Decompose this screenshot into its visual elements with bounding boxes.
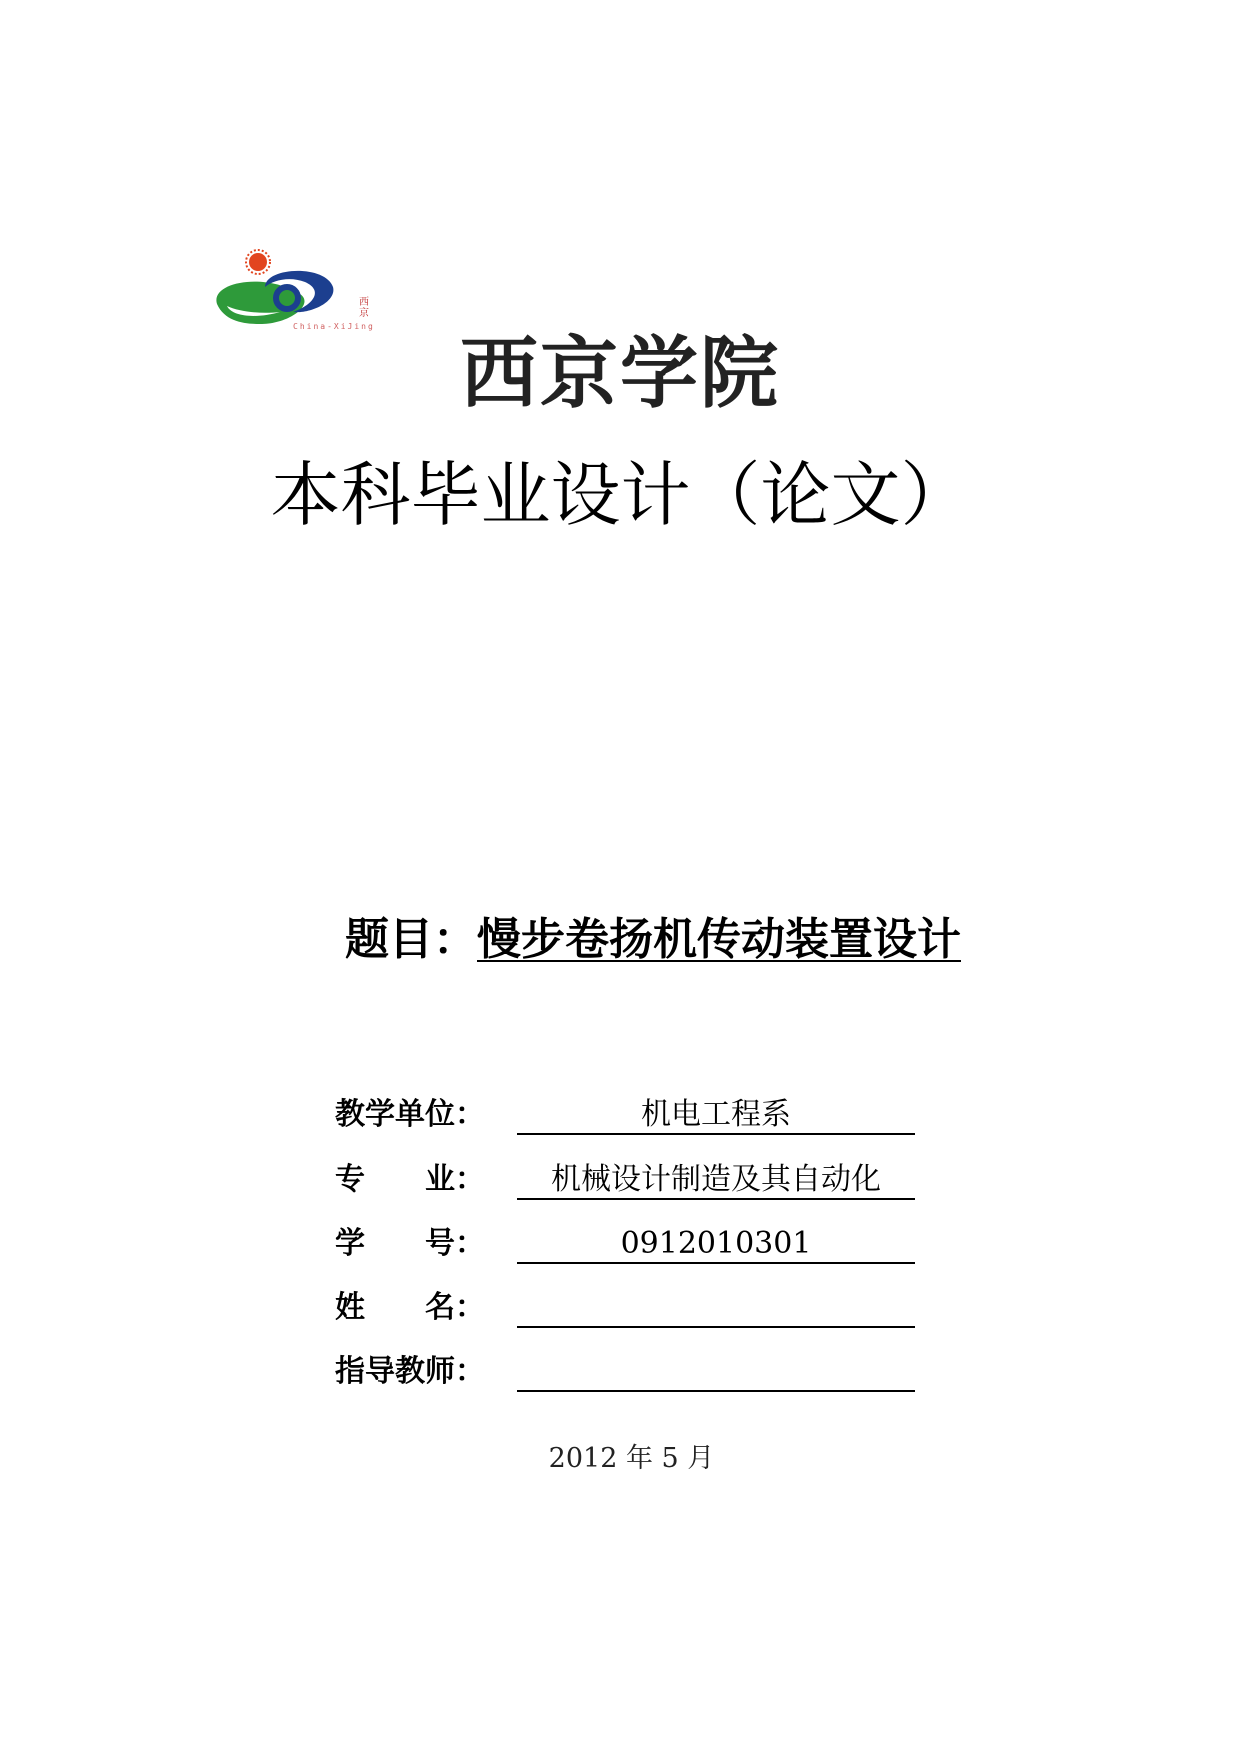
- school-name-calligraphy: 西京学院: [459, 328, 780, 419]
- info-label-name: 姓 名：: [335, 1290, 485, 1325]
- college-logo: [205, 242, 400, 342]
- sun-icon: [246, 250, 270, 274]
- submission-date: 2012 年 5 月: [548, 1443, 715, 1474]
- info-label-department: 教学单位：: [335, 1097, 485, 1132]
- info-label-major: 专 业：: [335, 1162, 485, 1197]
- info-row-student-id: [335, 1226, 915, 1270]
- info-row-name: [335, 1290, 915, 1334]
- logo-caption: China-XiJing: [293, 322, 375, 331]
- document-title: 本科毕业设计（论文）: [270, 454, 971, 536]
- topic-value: 慢步卷扬机传动装置设计: [477, 914, 961, 965]
- info-value-advisor: [517, 1354, 915, 1392]
- info-value-major: 机械设计制造及其自动化: [517, 1162, 915, 1200]
- info-label-student-id: 学 号：: [335, 1226, 485, 1261]
- info-value-student-id: 0912010301: [517, 1226, 915, 1264]
- info-row-department: [335, 1097, 915, 1141]
- thesis-topic: [345, 914, 961, 965]
- topic-label: 题目：: [345, 914, 477, 965]
- info-row-major: [335, 1162, 915, 1206]
- info-row-advisor: [335, 1354, 915, 1398]
- info-value-department: 机电工程系: [517, 1097, 915, 1135]
- info-value-name: [517, 1290, 915, 1328]
- logo-seal-text: 西京: [359, 297, 369, 319]
- info-label-advisor: 指导教师：: [335, 1354, 485, 1389]
